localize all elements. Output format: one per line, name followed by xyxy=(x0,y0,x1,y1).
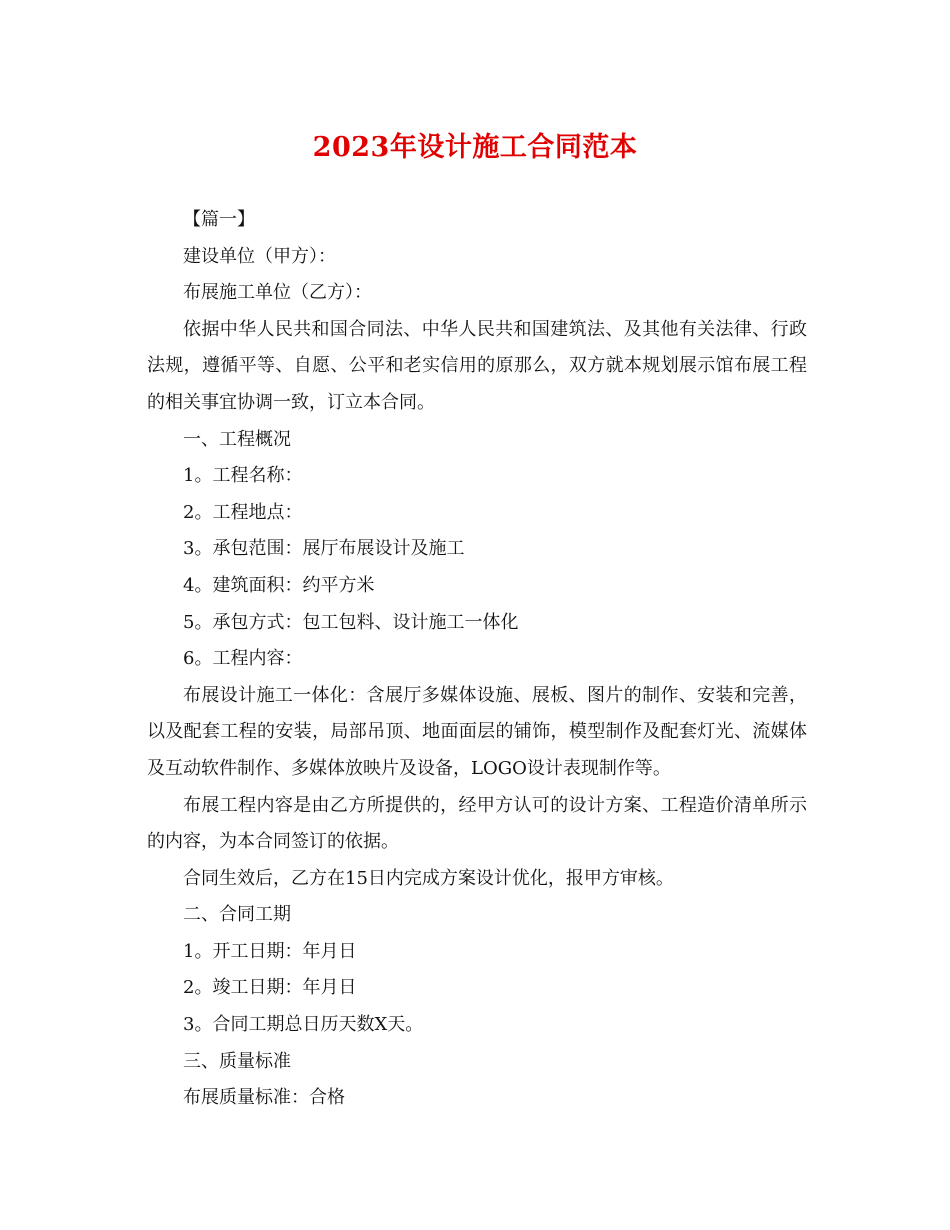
item-project-name: 1。工程名称： xyxy=(183,465,303,487)
item-contract-method: 5。承包方式：包工包料、设计施工一体化 xyxy=(183,611,519,633)
item-project-location: 2。工程地点： xyxy=(183,501,303,523)
heading-contract-period: 二、合同工期 xyxy=(183,904,291,926)
section-heading-part-one: 【篇一】 xyxy=(183,209,255,230)
item-quality-standard: 布展质量标准：合格 xyxy=(183,1087,345,1109)
item-building-area: 4。建筑面积：约平方米 xyxy=(183,574,375,596)
item-total-days: 3。合同工期总日历天数X天。 xyxy=(183,1014,424,1036)
party-b-field: 布展施工单位（乙方）： xyxy=(183,282,372,304)
document-title: 2023年设计施工合同范本 xyxy=(312,132,638,163)
preamble-paragraph: 依据中华人民共和国合同法、中华人民共和国建筑法、及其他有关法律、行政法规，遵循平等、自愿、公平和老实信用的原那么，双方就本规划展示馆布展工程的相关事宜协调一致，订立本合同。 xyxy=(147,318,807,413)
item-contract-scope: 3。承包范围：展厅布展设计及施工 xyxy=(183,538,465,560)
item-project-content: 6。工程内容： xyxy=(183,648,303,670)
item-start-date: 1。开工日期：年月日 xyxy=(183,940,357,962)
heading-quality-standard: 三、质量标准 xyxy=(183,1050,291,1072)
heading-project-overview: 一、工程概况 xyxy=(183,428,291,450)
party-a-field: 建设单位（甲方）： xyxy=(183,245,336,267)
content-basis-paragraph: 布展工程内容是由乙方所提供的，经甲方认可的设计方案、工程造价清单所示的内容，为本合同签订的依据。 xyxy=(147,794,807,853)
design-optimization-paragraph: 合同生效后，乙方在15日内完成方案设计优化，报甲方审核。 xyxy=(183,867,674,889)
document-body xyxy=(147,202,807,1117)
item-completion-date: 2。竣工日期：年月日 xyxy=(183,977,357,999)
content-description-paragraph: 布展设计施工一体化：含展厅多媒体设施、展板、图片的制作、安装和完善，以及配套工程的安装，局部吊顶、地面面层的铺饰，模型制作及配套灯光、流媒体及互动软件制作、多媒体放映片及设备，LOGO设计表现制作等。 xyxy=(147,684,807,779)
